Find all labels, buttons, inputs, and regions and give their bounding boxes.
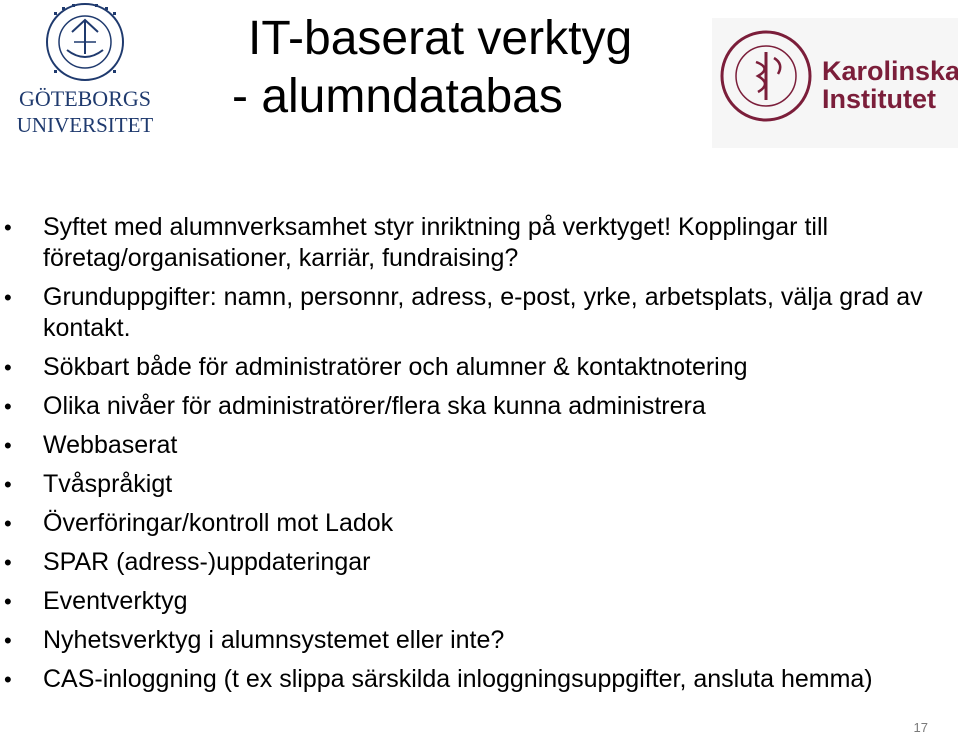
bullet-item: • Eventverktyg (0, 586, 930, 617)
bullet-item: • Tvåspråkigt (0, 469, 930, 500)
page-number: 17 (913, 720, 928, 735)
goteborgs-text-line2: UNIVERSITET (16, 113, 154, 136)
bullet-item: • Webbaserat (0, 430, 930, 461)
bullet-item: • Sökbart både för administratörer och alumner & kontaktnotering (0, 352, 930, 383)
bullet-list (0, 212, 930, 695)
goteborgs-universitet-logo (2, 2, 168, 136)
bullet-item: • CAS-inloggning (t ex slippa särskilda inloggningsuppgifter, ansluta hemma) (0, 664, 930, 695)
bullet-item: • Syftet med alumnverksamhet styr inriktning på verktyget! Kopplingar till företag/organisationer, karriär, fundraising? (0, 212, 930, 274)
bullet-item: • Olika nivåer för administratörer/flera ska kunna administrera (0, 391, 930, 422)
karolinska-institutet-logo (712, 18, 958, 148)
bullet-item: • Grunduppgifter: namn, personnr, adress, e-post, yrke, arbetsplats, välja grad av kontakt. (0, 282, 930, 344)
bullet-item: • Överföringar/kontroll mot Ladok (0, 508, 930, 539)
slide-title (232, 10, 702, 126)
goteborgs-seal-icon (2, 2, 168, 136)
bullet-item: • SPAR (adress-)uppdateringar (0, 547, 930, 578)
karolinska-text-line2: Institutet (822, 84, 936, 114)
title-line-1: IT-baserat verktyg (248, 12, 633, 65)
goteborgs-text-line1: GÖTEBORGS (18, 86, 152, 111)
karolinska-text-line1: Karolinska (822, 56, 958, 86)
title-line-2: - alumndatabas (232, 70, 563, 123)
bullet-item: • Nyhetsverktyg i alumnsystemet eller inte? (0, 625, 930, 656)
karolinska-seal-icon (712, 18, 958, 148)
